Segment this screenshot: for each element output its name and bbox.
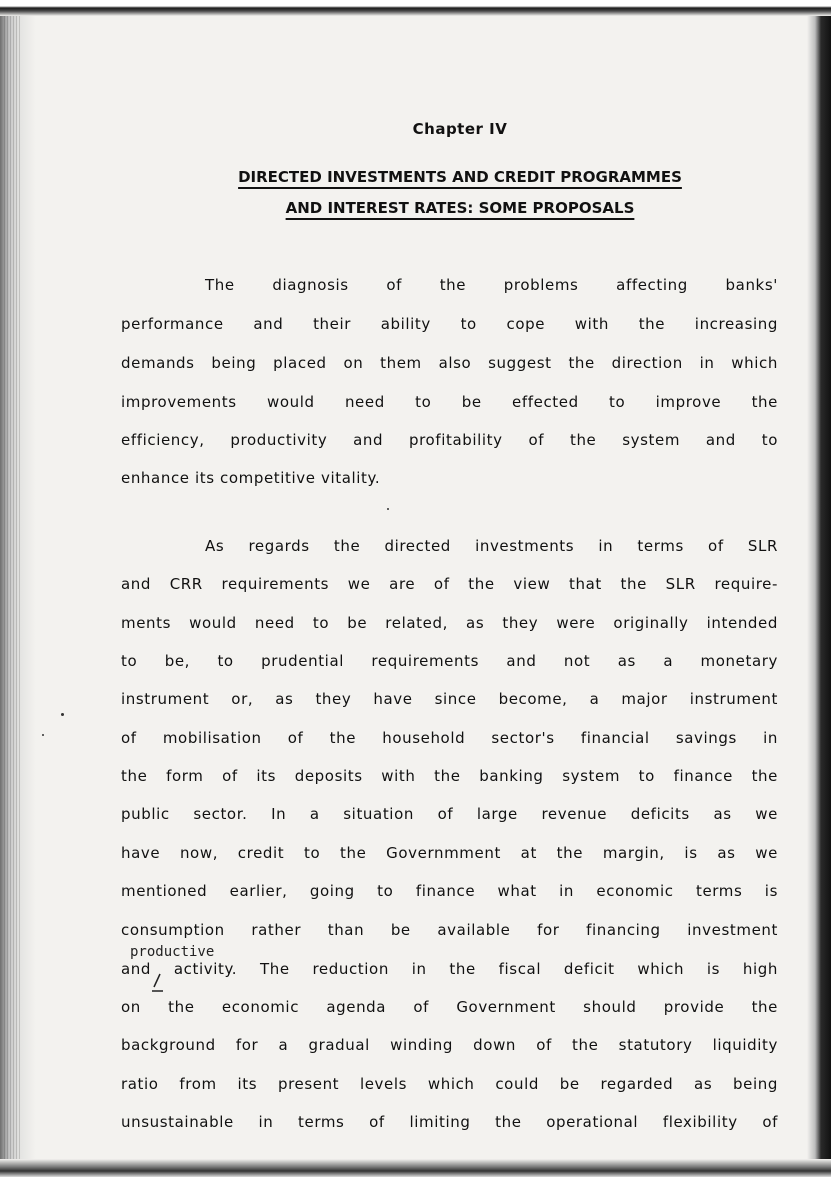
paragraph-2-line: ments would need to be related, as they were originally intended: [121, 614, 778, 632]
chapter-title-text: AND INTEREST RATES: SOME PROPOSALS: [285, 199, 635, 217]
paragraph-2-line: of mobilisation of the household sector's financial savings in: [121, 729, 778, 747]
paragraph-2-line: instrument or, as they have since become, a major instrument: [121, 690, 778, 708]
paragraph-2-line: to be, to prudential requirements and not as a monetary: [121, 652, 778, 670]
chapter-title-text: DIRECTED INVESTMENTS AND CREDIT PROGRAMMES: [238, 168, 682, 186]
paragraph-2-line: have now, credit to the Governmment at the margin, is as we: [121, 844, 778, 862]
paragraph-1-line: demands being placed on them also suggest the direction in which: [121, 354, 778, 372]
paragraph-2-line: the form of its deposits with the banking system to finance the: [121, 767, 778, 785]
paragraph-1-line: efficiency, productivity and profitability of the system and to: [121, 431, 778, 449]
paragraph-2-line: and CRR requirements we are of the view that the SLR require-: [121, 575, 778, 593]
scan-speck: [387, 508, 389, 510]
bottom-page-edge: [0, 1159, 831, 1177]
chapter-title-line-1: [0, 168, 831, 186]
chapter-heading: Chapter IV: [412, 120, 508, 138]
paragraph-1-line: enhance its competitive vitality.: [121, 469, 381, 487]
paragraph-2-line: mentioned earlier, going to finance what in economic terms is: [121, 882, 778, 900]
top-page-edge: [0, 0, 831, 16]
paragraph-1-line: The diagnosis of the problems affecting banks': [205, 276, 778, 294]
scan-speck: [42, 734, 44, 736]
scan-speck: [61, 713, 64, 716]
chapter-title-line-2: [0, 199, 831, 217]
paragraph-1-line: improvements would need to be effected to improve the: [121, 393, 778, 411]
paragraph-2-line: on the economic agenda of Government should provide the: [121, 998, 778, 1016]
paragraph-2-line: public sector. In a situation of large revenue deficits as we: [121, 805, 778, 823]
paragraph-2-line: unsustainable in terms of limiting the operational flexibility of: [121, 1113, 778, 1131]
paragraph-2-line: consumption rather than be available for financing investment: [121, 921, 778, 939]
inserted-word-annotation: productive: [130, 944, 215, 960]
paragraph-1-line: performance and their ability to cope with the increasing: [121, 315, 778, 333]
paragraph-2-line: background for a gradual winding down of the statutory liquidity: [121, 1036, 778, 1054]
paragraph-2-line: As regards the directed investments in terms of SLR: [205, 537, 778, 555]
insertion-caret-icon: [151, 973, 165, 993]
paragraph-2-line: and activity. The reduction in the fiscal deficit which is high: [121, 960, 778, 978]
paragraph-2-line: ratio from its present levels which could be regarded as being: [121, 1075, 778, 1093]
